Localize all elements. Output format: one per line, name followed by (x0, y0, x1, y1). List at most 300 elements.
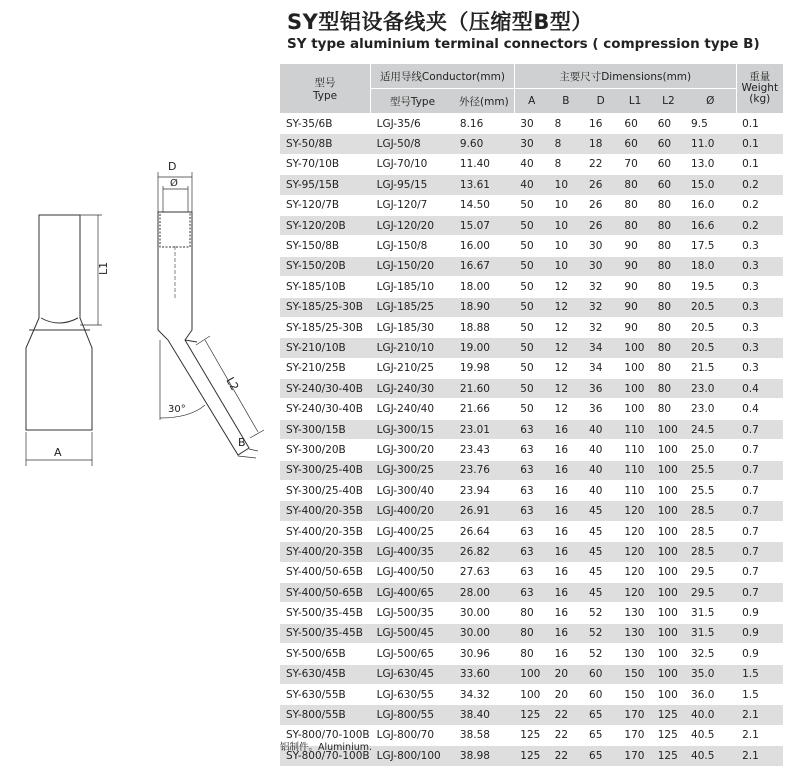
cell-dim-l2: 80 (652, 297, 685, 317)
header-dim-d: D (583, 89, 618, 114)
cell-type: SY-300/25-40B (280, 481, 371, 501)
cell-dim-a: 63 (514, 542, 548, 562)
cell-dim-l2: 80 (652, 379, 685, 399)
cell-dim-l1: 100 (618, 379, 651, 399)
cell-conductor-od: 38.40 (454, 705, 514, 725)
cell-conductor-od: 11.40 (454, 154, 514, 174)
cell-type: SY-35/6B (280, 114, 371, 134)
cell-dim-l2: 100 (652, 623, 685, 643)
cell-dim-phi: 18.0 (685, 256, 736, 276)
cell-dim-phi: 28.5 (685, 501, 736, 521)
cell-weight: 0.4 (736, 379, 783, 399)
cell-dim-l1: 100 (618, 338, 651, 358)
cell-conductor-od: 18.88 (454, 317, 514, 337)
cell-dim-l2: 80 (652, 277, 685, 297)
cell-dim-l1: 120 (618, 501, 651, 521)
cell-conductor-od: 8.16 (454, 114, 514, 134)
cell-type: SY-400/50-65B (280, 582, 371, 602)
cell-conductor-od: 23.43 (454, 440, 514, 460)
cell-conductor-od: 16.00 (454, 236, 514, 256)
cell-conductor-od: 23.76 (454, 460, 514, 480)
cell-dim-d: 30 (583, 236, 618, 256)
cell-dim-b: 12 (549, 379, 583, 399)
cell-dim-d: 45 (583, 521, 618, 541)
cell-dim-l1: 170 (618, 746, 651, 766)
cell-dim-l1: 120 (618, 562, 651, 582)
cell-dim-l2: 100 (652, 481, 685, 501)
page-subtitle: SY type aluminium terminal connectors ( compression type B) (287, 36, 760, 52)
cell-conductor-type: LGJ-400/65 (371, 582, 454, 602)
cell-dim-l2: 100 (652, 521, 685, 541)
cell-dim-b: 8 (549, 154, 583, 174)
cell-weight: 0.3 (736, 338, 783, 358)
table-row (280, 317, 783, 337)
table-row (280, 684, 783, 704)
table-row (280, 256, 783, 276)
cell-dim-l1: 120 (618, 521, 651, 541)
cell-dim-d: 32 (583, 297, 618, 317)
cell-type: SY-185/10B (280, 277, 371, 297)
cell-dim-phi: 23.0 (685, 379, 736, 399)
cell-dim-l1: 120 (618, 542, 651, 562)
cell-dim-d: 30 (583, 256, 618, 276)
cell-dim-b: 20 (549, 684, 583, 704)
header-weight (736, 64, 783, 114)
cell-conductor-type: LGJ-300/40 (371, 481, 454, 501)
cell-dim-phi: 20.5 (685, 297, 736, 317)
header-dim-l1: L1 (618, 89, 651, 114)
cell-dim-a: 50 (514, 277, 548, 297)
cell-type: SY-120/20B (280, 215, 371, 235)
cell-conductor-type: LGJ-185/10 (371, 277, 454, 297)
cell-dim-l2: 100 (652, 644, 685, 664)
cell-weight: 0.7 (736, 460, 783, 480)
cell-type: SY-500/65B (280, 644, 371, 664)
cell-dim-l1: 80 (618, 195, 651, 215)
cell-dim-phi: 25.0 (685, 440, 736, 460)
drawing-label-l1: L1 (97, 261, 110, 275)
cell-type: SY-400/20-35B (280, 501, 371, 521)
cell-dim-a: 50 (514, 297, 548, 317)
cell-conductor-od: 19.00 (454, 338, 514, 358)
cell-dim-d: 32 (583, 317, 618, 337)
cell-dim-phi: 19.5 (685, 277, 736, 297)
cell-weight: 0.3 (736, 236, 783, 256)
table-row (280, 399, 783, 419)
cell-dim-l2: 80 (652, 195, 685, 215)
cell-weight: 1.5 (736, 684, 783, 704)
cell-dim-phi: 20.5 (685, 317, 736, 337)
cell-dim-l1: 60 (618, 134, 651, 154)
cell-conductor-type: LGJ-210/25 (371, 358, 454, 378)
cell-dim-phi: 32.5 (685, 644, 736, 664)
cell-dim-b: 16 (549, 460, 583, 480)
cell-dim-a: 40 (514, 154, 548, 174)
cell-dim-b: 10 (549, 175, 583, 195)
cell-conductor-od: 38.58 (454, 725, 514, 745)
cell-weight: 0.9 (736, 623, 783, 643)
cell-dim-l1: 120 (618, 582, 651, 602)
cell-weight: 0.4 (736, 399, 783, 419)
cell-type: SY-400/20-35B (280, 542, 371, 562)
cell-dim-b: 8 (549, 114, 583, 134)
cell-type: SY-800/70-100B (280, 746, 371, 766)
cell-dim-a: 50 (514, 256, 548, 276)
cell-conductor-od: 26.64 (454, 521, 514, 541)
cell-dim-b: 22 (549, 725, 583, 745)
cell-dim-l2: 80 (652, 215, 685, 235)
cell-dim-d: 45 (583, 582, 618, 602)
cell-dim-d: 40 (583, 481, 618, 501)
cell-dim-d: 16 (583, 114, 618, 134)
cell-weight: 2.1 (736, 725, 783, 745)
cell-dim-a: 50 (514, 358, 548, 378)
cell-dim-l1: 80 (618, 175, 651, 195)
cell-dim-d: 65 (583, 705, 618, 725)
cell-dim-l1: 100 (618, 399, 651, 419)
table-row (280, 215, 783, 235)
cell-dim-l2: 80 (652, 358, 685, 378)
cell-dim-b: 16 (549, 542, 583, 562)
cell-conductor-od: 26.82 (454, 542, 514, 562)
cell-dim-b: 20 (549, 664, 583, 684)
cell-dim-d: 26 (583, 215, 618, 235)
cell-dim-a: 50 (514, 338, 548, 358)
cell-dim-phi: 16.0 (685, 195, 736, 215)
drawing-label-d: D (168, 160, 177, 173)
table-row (280, 664, 783, 684)
cell-dim-d: 40 (583, 460, 618, 480)
table-row (280, 562, 783, 582)
cell-dim-d: 45 (583, 542, 618, 562)
header-conductor-od: 外径(mm) (454, 89, 514, 114)
cell-conductor-od: 38.98 (454, 746, 514, 766)
cell-weight: 0.7 (736, 440, 783, 460)
cell-conductor-type: LGJ-800/100 (371, 746, 454, 766)
cell-dim-l2: 125 (652, 705, 685, 725)
cell-dim-a: 30 (514, 134, 548, 154)
cell-dim-l2: 100 (652, 603, 685, 623)
cell-conductor-type: LGJ-35/6 (371, 114, 454, 134)
cell-conductor-type: LGJ-500/45 (371, 623, 454, 643)
cell-dim-l2: 100 (652, 501, 685, 521)
cell-dim-l1: 110 (618, 440, 651, 460)
cell-dim-b: 12 (549, 297, 583, 317)
cell-dim-b: 10 (549, 215, 583, 235)
cell-dim-d: 60 (583, 684, 618, 704)
cell-dim-a: 40 (514, 175, 548, 195)
cell-dim-l2: 100 (652, 542, 685, 562)
cell-dim-l1: 150 (618, 664, 651, 684)
table-row (280, 134, 783, 154)
cell-type: SY-300/15B (280, 419, 371, 439)
cell-dim-l2: 100 (652, 562, 685, 582)
table-row (280, 338, 783, 358)
cell-conductor-type: LGJ-800/70 (371, 725, 454, 745)
cell-conductor-od: 26.91 (454, 501, 514, 521)
cell-dim-a: 50 (514, 236, 548, 256)
cell-dim-l1: 110 (618, 419, 651, 439)
cell-conductor-od: 14.50 (454, 195, 514, 215)
table-row (280, 603, 783, 623)
table-row (280, 542, 783, 562)
cell-dim-phi: 15.0 (685, 175, 736, 195)
cell-conductor-type: LGJ-185/25 (371, 297, 454, 317)
cell-conductor-od: 15.07 (454, 215, 514, 235)
cell-weight: 0.3 (736, 317, 783, 337)
cell-dim-d: 36 (583, 379, 618, 399)
cell-dim-b: 22 (549, 705, 583, 725)
cell-dim-a: 80 (514, 623, 548, 643)
cell-dim-phi: 20.5 (685, 338, 736, 358)
cell-dim-l1: 150 (618, 684, 651, 704)
cell-type: SY-630/55B (280, 684, 371, 704)
cell-conductor-type: LGJ-120/20 (371, 215, 454, 235)
cell-dim-b: 10 (549, 236, 583, 256)
cell-weight: 0.9 (736, 644, 783, 664)
cell-conductor-type: LGJ-300/15 (371, 419, 454, 439)
cell-conductor-type: LGJ-150/20 (371, 256, 454, 276)
cell-dim-l1: 170 (618, 725, 651, 745)
header-type-en: Type (312, 90, 338, 102)
cell-dim-l2: 60 (652, 154, 685, 174)
cell-dim-a: 100 (514, 684, 548, 704)
header-conductor-type: 型号Type (371, 89, 454, 114)
cell-dim-phi: 36.0 (685, 684, 736, 704)
cell-weight: 0.7 (736, 582, 783, 602)
cell-weight: 0.7 (736, 521, 783, 541)
drawing-label-l2: L2 (223, 375, 242, 393)
header-conductor: 适用导线Conductor(mm) (371, 64, 515, 89)
table-row (280, 644, 783, 664)
cell-dim-phi: 17.5 (685, 236, 736, 256)
cell-dim-a: 100 (514, 664, 548, 684)
cell-dim-b: 12 (549, 358, 583, 378)
cell-type: SY-150/20B (280, 256, 371, 276)
cell-weight: 0.3 (736, 358, 783, 378)
cell-type: SY-400/50-65B (280, 562, 371, 582)
cell-dim-phi: 9.5 (685, 114, 736, 134)
cell-dim-a: 125 (514, 705, 548, 725)
cell-dim-b: 16 (549, 501, 583, 521)
cell-weight: 0.3 (736, 256, 783, 276)
cell-dim-l2: 80 (652, 236, 685, 256)
cell-weight: 1.5 (736, 664, 783, 684)
table-row (280, 195, 783, 215)
connector-drawing (0, 150, 270, 480)
cell-dim-a: 50 (514, 215, 548, 235)
cell-dim-b: 10 (549, 256, 583, 276)
table-row (280, 154, 783, 174)
cell-dim-phi: 40.5 (685, 746, 736, 766)
cell-conductor-type: LGJ-210/10 (371, 338, 454, 358)
cell-dim-l1: 80 (618, 215, 651, 235)
table-row (280, 277, 783, 297)
cell-type: SY-210/10B (280, 338, 371, 358)
cell-dim-b: 8 (549, 134, 583, 154)
cell-conductor-type: LGJ-630/45 (371, 664, 454, 684)
header-type (280, 64, 371, 114)
table-row (280, 440, 783, 460)
cell-dim-a: 63 (514, 521, 548, 541)
cell-type: SY-500/35-45B (280, 603, 371, 623)
cell-dim-l2: 125 (652, 725, 685, 745)
cell-conductor-od: 16.67 (454, 256, 514, 276)
cell-conductor-type: LGJ-400/20 (371, 501, 454, 521)
cell-dim-l2: 100 (652, 664, 685, 684)
cell-dim-a: 63 (514, 501, 548, 521)
cell-type: SY-400/20-35B (280, 521, 371, 541)
spec-table (280, 64, 783, 767)
cell-type: SY-630/45B (280, 664, 371, 684)
cell-dim-b: 22 (549, 746, 583, 766)
header-dim-l2: L2 (652, 89, 685, 114)
header-type-cn: 型号 (314, 77, 336, 89)
cell-dim-d: 40 (583, 440, 618, 460)
cell-dim-phi: 31.5 (685, 603, 736, 623)
cell-conductor-od: 30.00 (454, 603, 514, 623)
cell-conductor-od: 18.90 (454, 297, 514, 317)
cell-dim-a: 80 (514, 644, 548, 664)
cell-dim-d: 52 (583, 623, 618, 643)
cell-type: SY-800/55B (280, 705, 371, 725)
cell-dim-b: 10 (549, 195, 583, 215)
cell-weight: 0.3 (736, 297, 783, 317)
cell-dim-d: 18 (583, 134, 618, 154)
cell-weight: 0.1 (736, 154, 783, 174)
cell-weight: 0.7 (736, 501, 783, 521)
cell-dim-a: 63 (514, 582, 548, 602)
table-row (280, 175, 783, 195)
cell-conductor-type: LGJ-500/65 (371, 644, 454, 664)
cell-conductor-od: 21.66 (454, 399, 514, 419)
cell-dim-l1: 60 (618, 114, 651, 134)
drawing-label-angle: 30° (168, 404, 186, 415)
cell-dim-l2: 100 (652, 582, 685, 602)
cell-dim-b: 16 (549, 644, 583, 664)
cell-dim-a: 63 (514, 481, 548, 501)
cell-dim-a: 30 (514, 114, 548, 134)
cell-dim-a: 63 (514, 419, 548, 439)
table-row (280, 705, 783, 725)
cell-weight: 0.7 (736, 419, 783, 439)
cell-conductor-od: 19.98 (454, 358, 514, 378)
cell-dim-d: 32 (583, 277, 618, 297)
cell-conductor-type: LGJ-120/7 (371, 195, 454, 215)
cell-weight: 0.2 (736, 195, 783, 215)
table-row (280, 460, 783, 480)
footnote: 铝制件。Aluminium. (280, 742, 373, 753)
cell-dim-phi: 21.5 (685, 358, 736, 378)
cell-dim-l2: 100 (652, 460, 685, 480)
cell-conductor-type: LGJ-800/55 (371, 705, 454, 725)
cell-dim-phi: 13.0 (685, 154, 736, 174)
cell-type: SY-95/15B (280, 175, 371, 195)
table-row (280, 623, 783, 643)
header-weight-unit: (kg) (749, 93, 771, 105)
cell-dim-d: 34 (583, 358, 618, 378)
cell-dim-l1: 90 (618, 317, 651, 337)
table-row (280, 501, 783, 521)
cell-dim-a: 125 (514, 725, 548, 745)
cell-dim-b: 16 (549, 419, 583, 439)
cell-dim-b: 12 (549, 277, 583, 297)
cell-dim-l1: 110 (618, 460, 651, 480)
cell-dim-l2: 60 (652, 134, 685, 154)
cell-dim-l1: 70 (618, 154, 651, 174)
cell-dim-d: 60 (583, 664, 618, 684)
cell-conductor-type: LGJ-300/25 (371, 460, 454, 480)
table-row (280, 297, 783, 317)
cell-weight: 0.7 (736, 562, 783, 582)
cell-dim-phi: 40.0 (685, 705, 736, 725)
cell-dim-b: 12 (549, 399, 583, 419)
cell-dim-phi: 11.0 (685, 134, 736, 154)
cell-dim-phi: 28.5 (685, 542, 736, 562)
cell-dim-l1: 130 (618, 644, 651, 664)
cell-weight: 0.7 (736, 481, 783, 501)
drawing-label-phi: Ø (170, 178, 178, 189)
cell-type: SY-240/30-40B (280, 379, 371, 399)
header-weight-en: Weight (741, 82, 779, 94)
cell-type: SY-210/25B (280, 358, 371, 378)
cell-dim-l2: 100 (652, 684, 685, 704)
cell-dim-d: 65 (583, 746, 618, 766)
cell-conductor-od: 18.00 (454, 277, 514, 297)
cell-conductor-type: LGJ-240/40 (371, 399, 454, 419)
cell-weight: 2.1 (736, 746, 783, 766)
cell-conductor-type: LGJ-630/55 (371, 684, 454, 704)
drawing-label-a: A (54, 446, 62, 459)
cell-weight: 0.2 (736, 215, 783, 235)
cell-conductor-type: LGJ-500/35 (371, 603, 454, 623)
cell-dim-d: 22 (583, 154, 618, 174)
cell-type: SY-150/8B (280, 236, 371, 256)
cell-dim-b: 16 (549, 521, 583, 541)
cell-dim-d: 45 (583, 562, 618, 582)
cell-conductor-od: 27.63 (454, 562, 514, 582)
cell-dim-a: 63 (514, 460, 548, 480)
cell-dim-b: 16 (549, 481, 583, 501)
cell-conductor-od: 33.60 (454, 664, 514, 684)
cell-type: SY-300/25-40B (280, 460, 371, 480)
table-row (280, 419, 783, 439)
cell-dim-a: 63 (514, 562, 548, 582)
cell-type: SY-120/7B (280, 195, 371, 215)
table-row (280, 358, 783, 378)
cell-dim-l2: 80 (652, 317, 685, 337)
cell-dim-l2: 125 (652, 746, 685, 766)
cell-dim-phi: 29.5 (685, 582, 736, 602)
cell-dim-l1: 90 (618, 297, 651, 317)
table-row (280, 114, 783, 134)
table-row (280, 582, 783, 602)
cell-dim-a: 125 (514, 746, 548, 766)
cell-conductor-od: 28.00 (454, 582, 514, 602)
cell-conductor-type: LGJ-50/8 (371, 134, 454, 154)
cell-dim-b: 16 (549, 562, 583, 582)
cell-conductor-type: LGJ-400/50 (371, 562, 454, 582)
cell-dim-d: 65 (583, 725, 618, 745)
cell-conductor-type: LGJ-400/35 (371, 542, 454, 562)
cell-dim-d: 52 (583, 644, 618, 664)
cell-conductor-od: 9.60 (454, 134, 514, 154)
cell-weight: 2.1 (736, 705, 783, 725)
cell-type: SY-185/25-30B (280, 297, 371, 317)
cell-dim-l1: 90 (618, 236, 651, 256)
cell-dim-a: 50 (514, 379, 548, 399)
cell-dim-l1: 110 (618, 481, 651, 501)
